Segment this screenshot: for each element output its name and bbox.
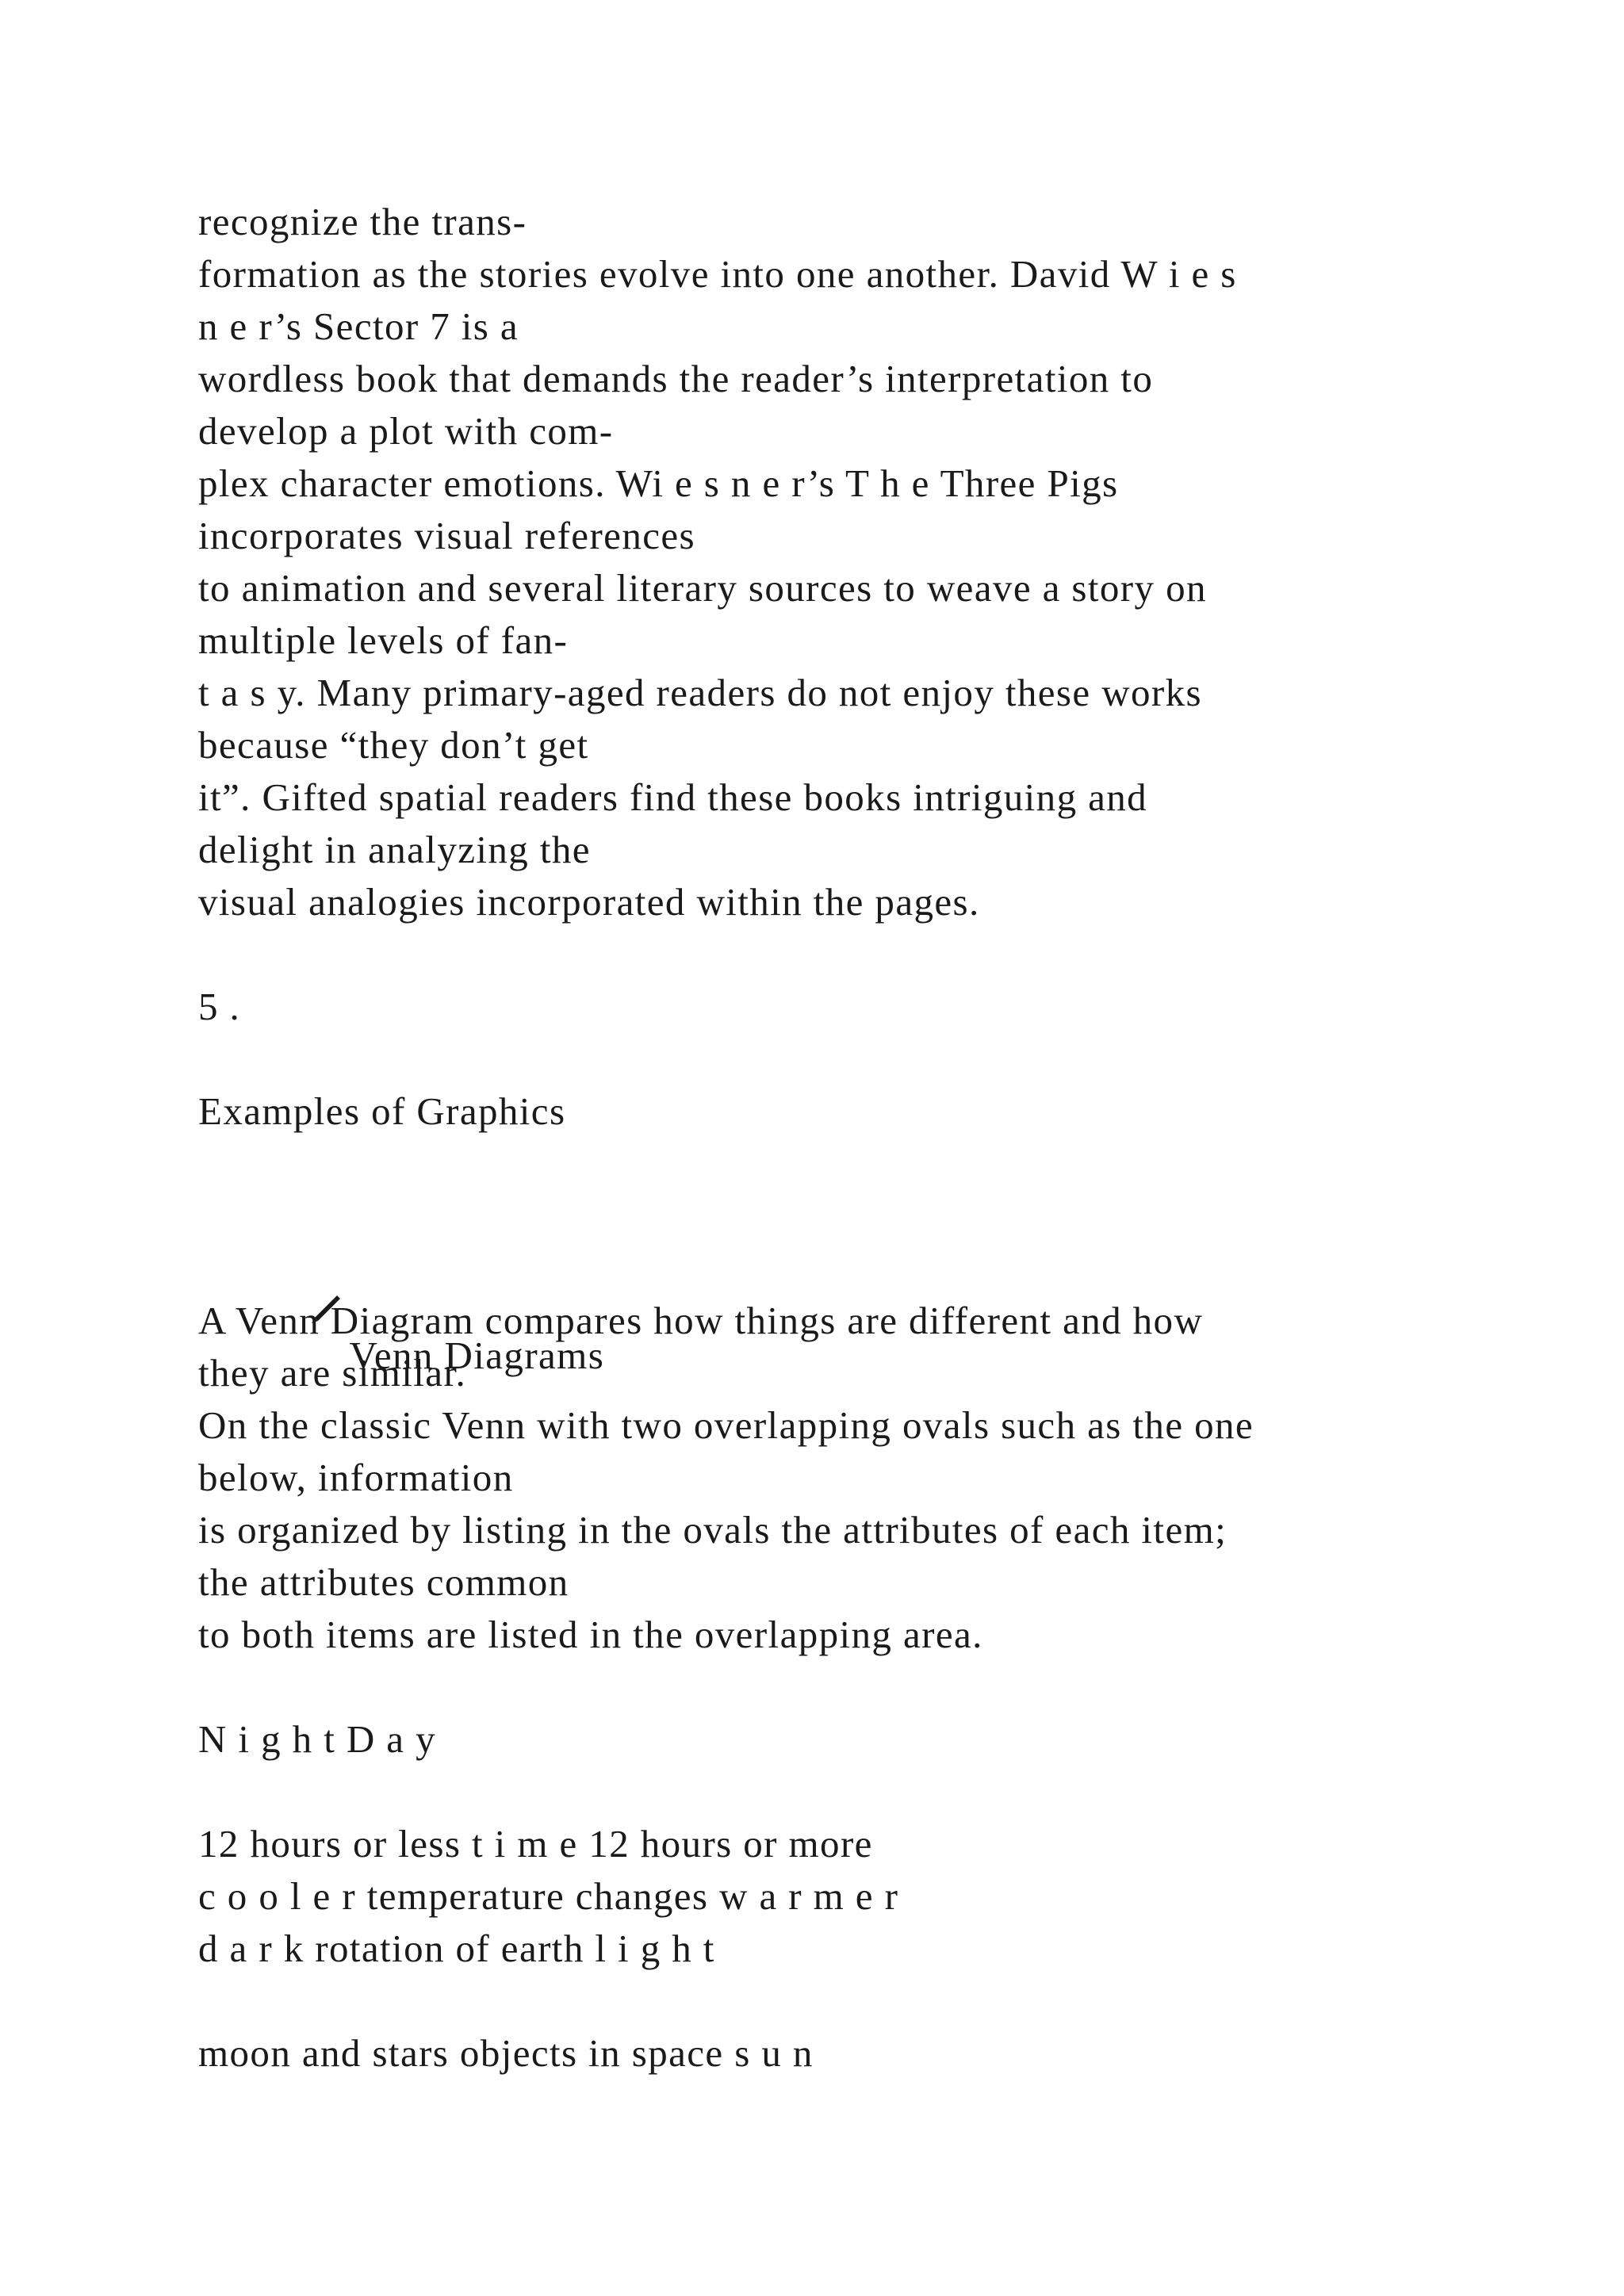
paragraph-line: incorporates visual references: [198, 514, 695, 557]
paragraph-line: wordless book that demands the reader’s interpretation to: [198, 357, 1154, 400]
section-number: 5 .: [198, 985, 241, 1028]
paragraph-line: it”. Gifted spatial readers find these books intriguing and: [198, 775, 1148, 819]
section-heading: Examples of Graphics: [198, 1089, 566, 1133]
venn-header: N i g h t D a y: [198, 1717, 436, 1761]
paragraph-line: develop a plot with com-: [198, 409, 614, 453]
paragraph-line: A Venn Diagram compares how things are different and how: [198, 1299, 1204, 1342]
paragraph-line: multiple levels of fan-: [198, 618, 569, 662]
paragraph-line: because “they don’t get: [198, 723, 589, 767]
paragraph-line: delight in analyzing the: [198, 828, 591, 871]
paragraph-line: On the classic Venn with two overlapping ovals such as the one: [198, 1403, 1254, 1447]
paragraph-line: recognize the trans-: [198, 200, 527, 243]
venn-row: d a r k rotation of earth l i g h t: [198, 1927, 715, 1970]
paragraph-line: they are similar.: [198, 1351, 467, 1395]
paragraph-line: n e r’s Sector 7 is a: [198, 304, 519, 348]
paragraph-line: to both items are listed in the overlapping area.: [198, 1613, 983, 1656]
paragraph-line: plex character emotions. Wi e s n e r’s T h e Three Pigs: [198, 461, 1119, 505]
bullet-label: Venn Diagrams: [349, 1334, 605, 1377]
paragraph-line: is organized by listing in the ovals the attributes of each item;: [198, 1508, 1228, 1552]
paragraph-line: visual analogies incorporated within the pages.: [198, 880, 980, 924]
venn-row: c o o l e r temperature changes w a r m e r: [198, 1874, 899, 1918]
paragraph-line: to animation and several literary sources to weave a story on: [198, 566, 1207, 610]
paragraph-line: t a s y. Many primary-aged readers do not enjoy these works: [198, 671, 1202, 714]
paragraph-line: formation as the stories evolve into one another. David W i e s: [198, 252, 1237, 296]
venn-row: 12 hours or less t i m e 12 hours or more: [198, 1822, 873, 1866]
paragraph-line: below, information: [198, 1456, 514, 1499]
paragraph-line: the attributes common: [198, 1560, 569, 1604]
venn-row: moon and stars objects in space s u n: [198, 2031, 814, 2075]
